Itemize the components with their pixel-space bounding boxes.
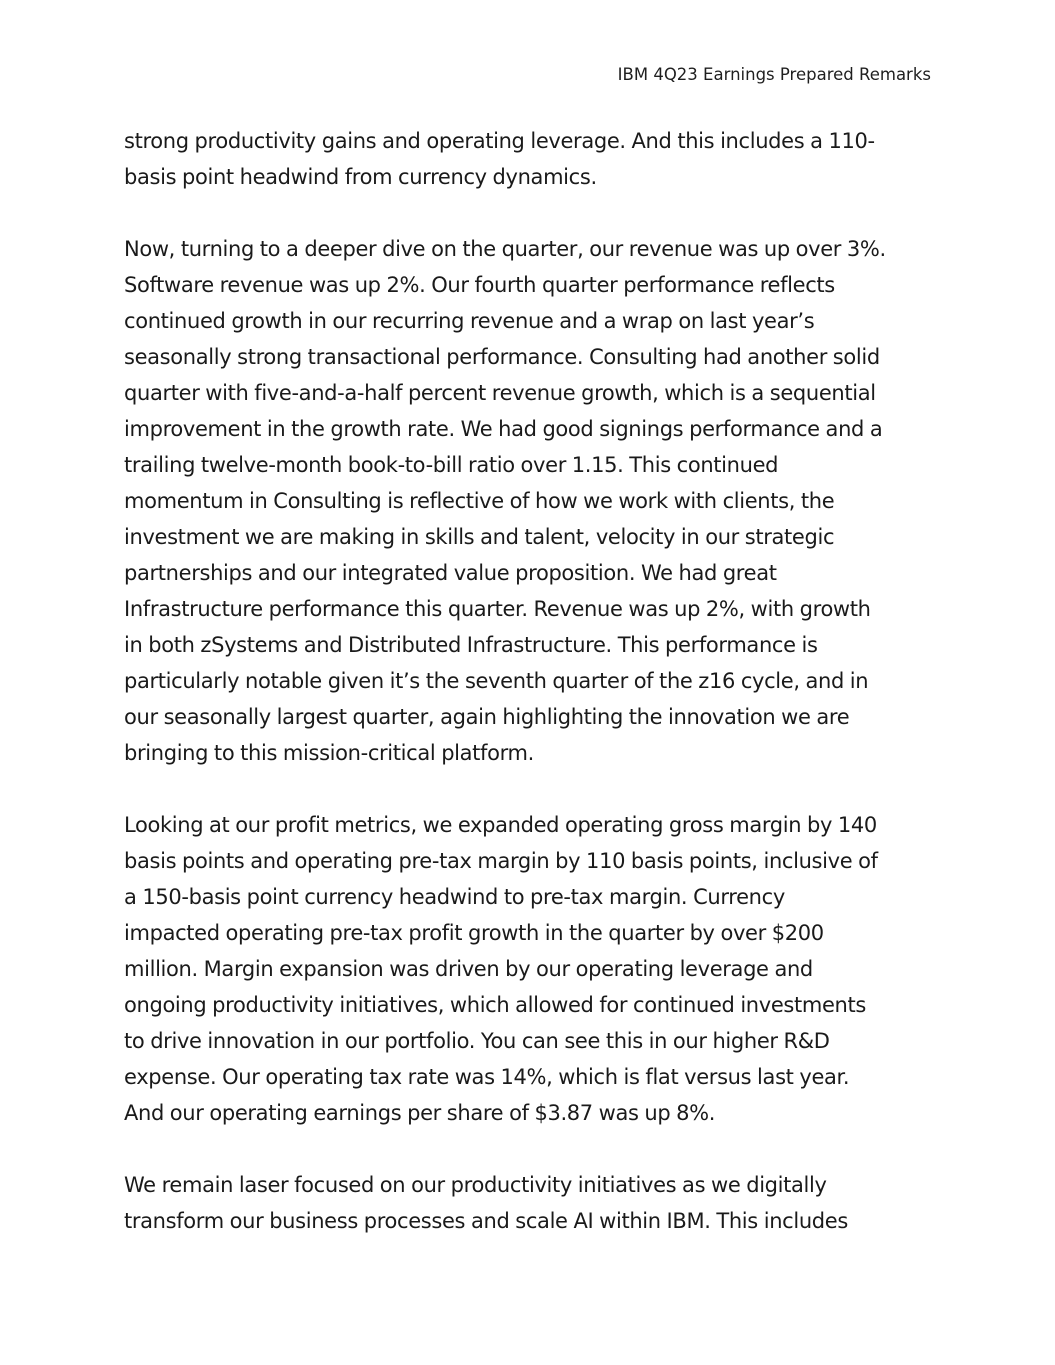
text-line: strong productivity gains and operating leverage. And this includes a 110- xyxy=(124,129,875,153)
text-line: ongoing productivity initiatives, which allowed for continued investments xyxy=(124,993,866,1017)
paragraph-3 xyxy=(124,807,936,1131)
text-line: expense. Our operating tax rate was 14%, which is flat versus last year. xyxy=(124,1065,850,1089)
paragraph-4 xyxy=(124,1167,936,1239)
text-line: momentum in Consulting is reflective of how we work with clients, the xyxy=(124,489,835,513)
body-text xyxy=(124,123,936,1275)
text-line: particularly notable given it’s the seventh quarter of the z16 cycle, and in xyxy=(124,669,869,693)
text-line: seasonally strong transactional performance. Consulting had another solid xyxy=(124,345,880,369)
text-line: to drive innovation in our portfolio. You can see this in our higher R&D xyxy=(124,1029,830,1053)
text-line: partnerships and our integrated value proposition. We had great xyxy=(124,561,777,585)
text-line: And our operating earnings per share of $3.87 was up 8%. xyxy=(124,1101,716,1125)
text-line: Software revenue was up 2%. Our fourth quarter performance reflects xyxy=(124,273,835,297)
text-line: basis point headwind from currency dynamics. xyxy=(124,165,597,189)
paragraph-2 xyxy=(124,231,936,771)
text-line: continued growth in our recurring revenue and a wrap on last year’s xyxy=(124,309,815,333)
text-line: investment we are making in skills and talent, velocity in our strategic xyxy=(124,525,835,549)
text-line: basis points and operating pre-tax margin by 110 basis points, inclusive of xyxy=(124,849,878,873)
text-line: impacted operating pre-tax profit growth in the quarter by over $200 xyxy=(124,921,824,945)
running-header: IBM 4Q23 Earnings Prepared Remarks xyxy=(617,65,931,84)
text-line: trailing twelve-month book-to-bill ratio over 1.15. This continued xyxy=(124,453,779,477)
text-line: Looking at our profit metrics, we expanded operating gross margin by 140 xyxy=(124,813,877,837)
text-line: Infrastructure performance this quarter. Revenue was up 2%, with growth xyxy=(124,597,871,621)
text-line: million. Margin expansion was driven by our operating leverage and xyxy=(124,957,813,981)
text-line: quarter with five-and-a-half percent revenue growth, which is a sequential xyxy=(124,381,876,405)
text-line: We remain laser focused on our productivity initiatives as we digitally xyxy=(124,1173,827,1197)
text-line: our seasonally largest quarter, again highlighting the innovation we are xyxy=(124,705,850,729)
text-line: bringing to this mission-critical platform. xyxy=(124,741,534,765)
text-line: a 150-basis point currency headwind to pre-tax margin. Currency xyxy=(124,885,785,909)
text-line: transform our business processes and scale AI within IBM. This includes xyxy=(124,1209,848,1233)
text-line: Now, turning to a deeper dive on the quarter, our revenue was up over 3%. xyxy=(124,237,886,261)
paragraph-1 xyxy=(124,123,936,195)
text-line: in both zSystems and Distributed Infrastructure. This performance is xyxy=(124,633,818,657)
text-line: improvement in the growth rate. We had good signings performance and a xyxy=(124,417,883,441)
